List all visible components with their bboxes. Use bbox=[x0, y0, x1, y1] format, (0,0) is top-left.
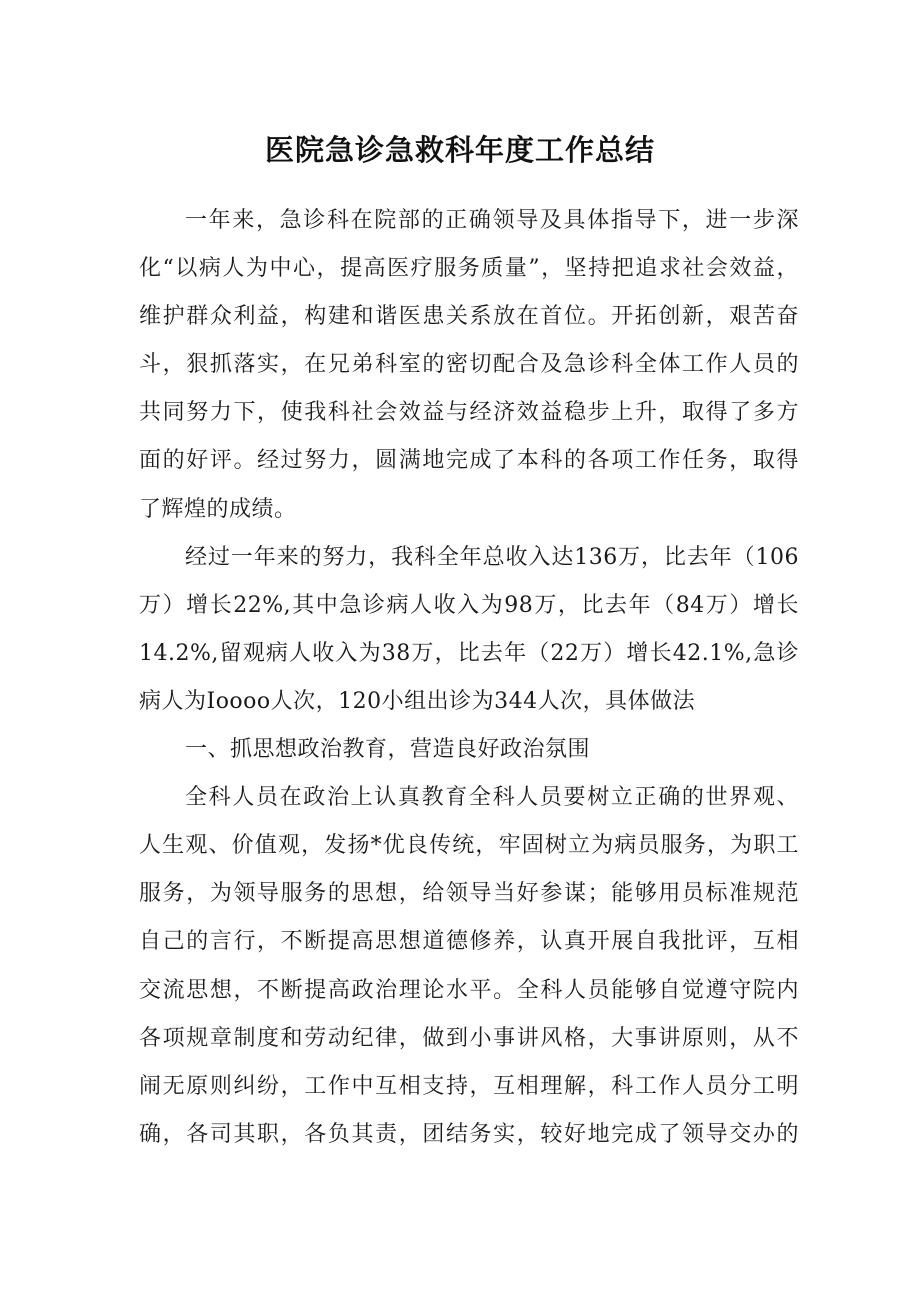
section-heading-1: 一、抓思想政治教育，营造良好政治氛围 bbox=[185, 737, 591, 763]
paragraph-2-line-2: 万）增长22%,其中急诊病人收入为98万，比去年（84万）增长 bbox=[139, 592, 799, 618]
paragraph-3-line-6: 各项规章制度和劳动纪律，做到小事讲风格，大事讲原则，从不 bbox=[139, 1025, 799, 1051]
paragraph-1-line-5: 共同努力下，使我科社会效益与经济效益稳步上升，取得了多方 bbox=[139, 400, 799, 426]
paragraph-3-line-8: 确，各司其职，各负其责，团结务实，较好地完成了领导交办的 bbox=[139, 1121, 799, 1147]
paragraph-2-line-1: 经过一年来的努力，我科全年总收入达136万，比去年（106 bbox=[185, 544, 799, 570]
paragraph-2-line-3: 14.2%,留观病人收入为38万，比去年（22万）增长42.1%,急诊 bbox=[139, 640, 799, 666]
paragraph-1-line-6: 面的好评。经过努力，圆满地完成了本科的各项工作任务，取得 bbox=[139, 448, 799, 474]
paragraph-3-line-4: 自己的言行，不断提高思想道德修养，认真开展自我批评，互相 bbox=[139, 929, 799, 955]
paragraph-3-line-7: 闹无原则纠纷，工作中互相支持，互相理解，科工作人员分工明 bbox=[139, 1073, 799, 1099]
paragraph-1-line-2: 化“以病人为中心，提高医疗服务质量”，坚持把追求社会效益， bbox=[139, 256, 799, 282]
paragraph-1-line-7: 了辉煌的成绩。 bbox=[139, 496, 297, 522]
paragraph-3-line-1: 全科人员在政治上认真教育全科人员要树立正确的世界观、 bbox=[185, 785, 799, 811]
paragraph-3-line-3: 服务，为领导服务的思想，给领导当好参谋；能够用员标准规范 bbox=[139, 881, 799, 907]
paragraph-1-line-4: 斗，狠抓落实，在兄弟科室的密切配合及急诊科全体工作人员的 bbox=[139, 352, 799, 378]
document-body bbox=[139, 197, 799, 1159]
paragraph-3-line-2: 人生观、价值观，发扬*优良传统，牢固树立为病员服务，为职工 bbox=[139, 833, 799, 859]
document-title: 医院急诊急救科年度工作总结 bbox=[264, 133, 655, 167]
paragraph-2-line-4: 病人为Ioooo人次，120小组出诊为344人次，具体做法 bbox=[139, 688, 696, 714]
paragraph-1-line-3: 维护群众利益，构建和谐医患关系放在首位。开拓创新，艰苦奋 bbox=[139, 304, 799, 330]
paragraph-1-line-1: 一年来，急诊科在院部的正确领导及具体指导下，进一步深 bbox=[185, 208, 799, 233]
paragraph-3-line-5: 交流思想，不断提高政治理论水平。全科人员能够自觉遵守院内 bbox=[139, 977, 799, 1003]
